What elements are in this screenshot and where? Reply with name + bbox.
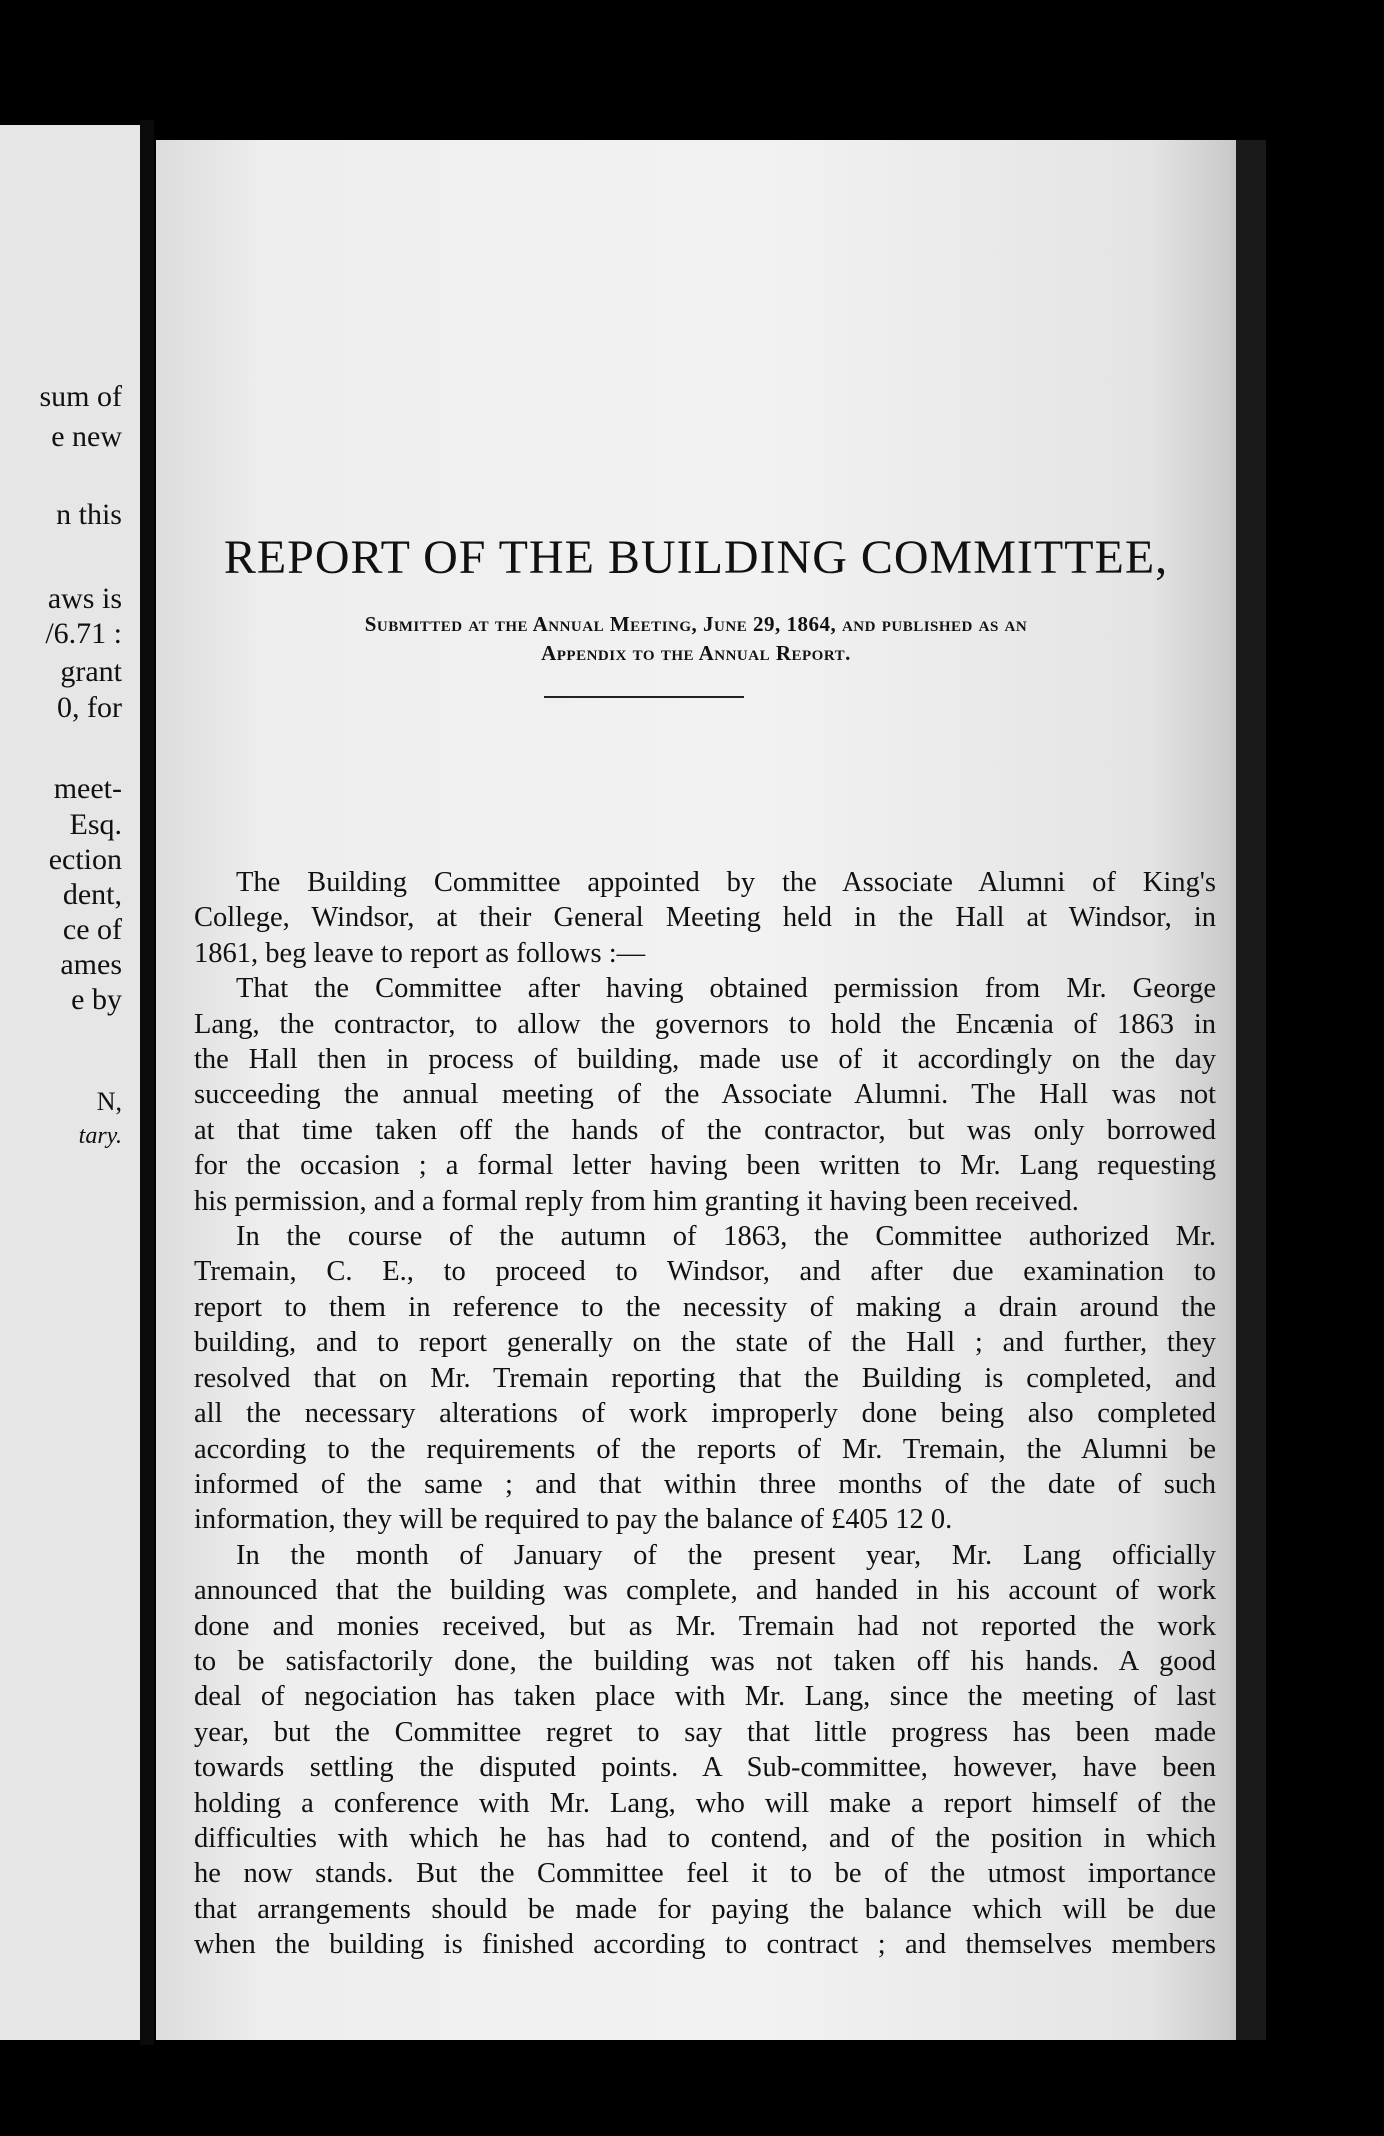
text-line: The Building Committee appointed by the Associate Alumni of King's — [236, 867, 1216, 898]
left-fragment: sum of — [39, 380, 122, 413]
report-body — [194, 865, 1216, 1963]
left-fragment: Esq. — [69, 808, 122, 841]
text-line: report to them in reference to the necessity of making a drain around the — [194, 1291, 1216, 1323]
text-line: at that time taken off the hands of the contractor, but was only borrowed — [194, 1114, 1216, 1146]
text-line: building, and to report generally on the state of the Hall ; and further, they — [194, 1327, 1216, 1359]
page-right-shadow — [1236, 140, 1266, 2040]
paragraph — [194, 1538, 1216, 1963]
paragraph — [194, 865, 1216, 971]
text-line: his permission, and a formal reply from him granting it having been received. — [194, 1185, 1079, 1217]
subtitle-line: Submitted at the Annual Meeting, June 29, 1864, and published as an — [364, 612, 1028, 636]
paragraph — [194, 1219, 1216, 1538]
text-line: informed of the same ; and that within three months of the date of such — [194, 1468, 1216, 1500]
report-title: REPORT OF THE BUILDING COMMITTEE, — [223, 531, 1169, 584]
text-line: College, Windsor, at their General Meeting held in the Hall at Windsor, in — [194, 902, 1216, 934]
text-line: In the course of the autumn of 1863, the Committee authorized Mr. — [236, 1221, 1216, 1253]
left-fragment: tary. — [78, 1123, 122, 1149]
text-line: holding a conference with Mr. Lang, who will make a report himself of the — [194, 1787, 1216, 1819]
left-fragment: N, — [96, 1087, 122, 1116]
text-line: Lang, the contractor, to allow the governors to hold the Encænia of 1863 in — [194, 1008, 1216, 1040]
text-line: difficulties with which he has had to contend, and of the position in which — [194, 1822, 1216, 1854]
text-line: Tremain, C. E., to proceed to Windsor, and after due examination to — [194, 1256, 1216, 1288]
text-line: That the Committee after having obtained permission from Mr. George — [236, 973, 1216, 1005]
subtitle-line: Appendix to the Annual Report. — [541, 641, 851, 665]
left-fragment: e new — [51, 420, 122, 453]
document-page — [156, 140, 1236, 2040]
left-fragment: dent, — [62, 878, 122, 911]
text-line: to be satisfactorily done, the building was not taken off his hands. A good — [194, 1645, 1216, 1677]
paragraph — [194, 971, 1216, 1219]
text-line: In the month of January of the present year, Mr. Lang officially — [236, 1539, 1216, 1571]
text-line: the Hall then in process of building, made use of it accordingly on the day — [194, 1044, 1216, 1076]
adjacent-left-page — [0, 125, 140, 2040]
text-line: announced that the building was complete, and handed in his account of work — [194, 1575, 1216, 1607]
text-line: year, but the Committee regret to say that little progress has been made — [194, 1716, 1216, 1748]
text-line: information, they will be required to pay the balance of £405 12 0. — [194, 1504, 953, 1536]
title-divider — [544, 696, 744, 698]
text-line: he now stands. But the Committee feel it to be of the utmost importance — [194, 1858, 1216, 1890]
text-line: when the building is finished according to contract ; and themselves members — [194, 1929, 1216, 1961]
left-fragment: ce of — [62, 913, 122, 946]
left-fragment: grant — [60, 655, 122, 688]
left-fragment: 0, for — [57, 691, 122, 724]
text-line: towards settling the disputed points. A Sub-committee, however, have been — [194, 1752, 1216, 1784]
text-line: that arrangements should be made for paying the balance which will be due — [194, 1893, 1216, 1925]
left-fragment: e by — [71, 983, 122, 1016]
left-fragment: ames — [60, 948, 122, 981]
text-line: 1861, beg leave to report as follows :— — [194, 937, 646, 969]
report-subtitle — [196, 610, 1196, 668]
text-line: resolved that on Mr. Tremain reporting that the Building is completed, and — [194, 1362, 1216, 1394]
left-fragment: ection — [48, 843, 122, 876]
text-line: according to the requirements of the reports of Mr. Tremain, the Alumni be — [194, 1433, 1216, 1465]
text-line: succeeding the annual meeting of the Associate Alumni. The Hall was not — [194, 1079, 1216, 1111]
left-fragment: meet- — [53, 772, 122, 805]
left-fragment: aws is — [47, 582, 122, 615]
text-line: done and monies received, but as Mr. Tremain had not reported the work — [194, 1610, 1216, 1642]
left-fragment: n this — [56, 498, 122, 531]
text-line: for the occasion ; a formal letter having been written to Mr. Lang requesting — [194, 1150, 1216, 1182]
text-line: all the necessary alterations of work improperly done being also completed — [194, 1398, 1216, 1430]
text-line: deal of negociation has taken place with Mr. Lang, since the meeting of last — [194, 1681, 1216, 1713]
book-gutter — [140, 120, 154, 2045]
left-fragment: /6.71 : — [45, 617, 122, 650]
